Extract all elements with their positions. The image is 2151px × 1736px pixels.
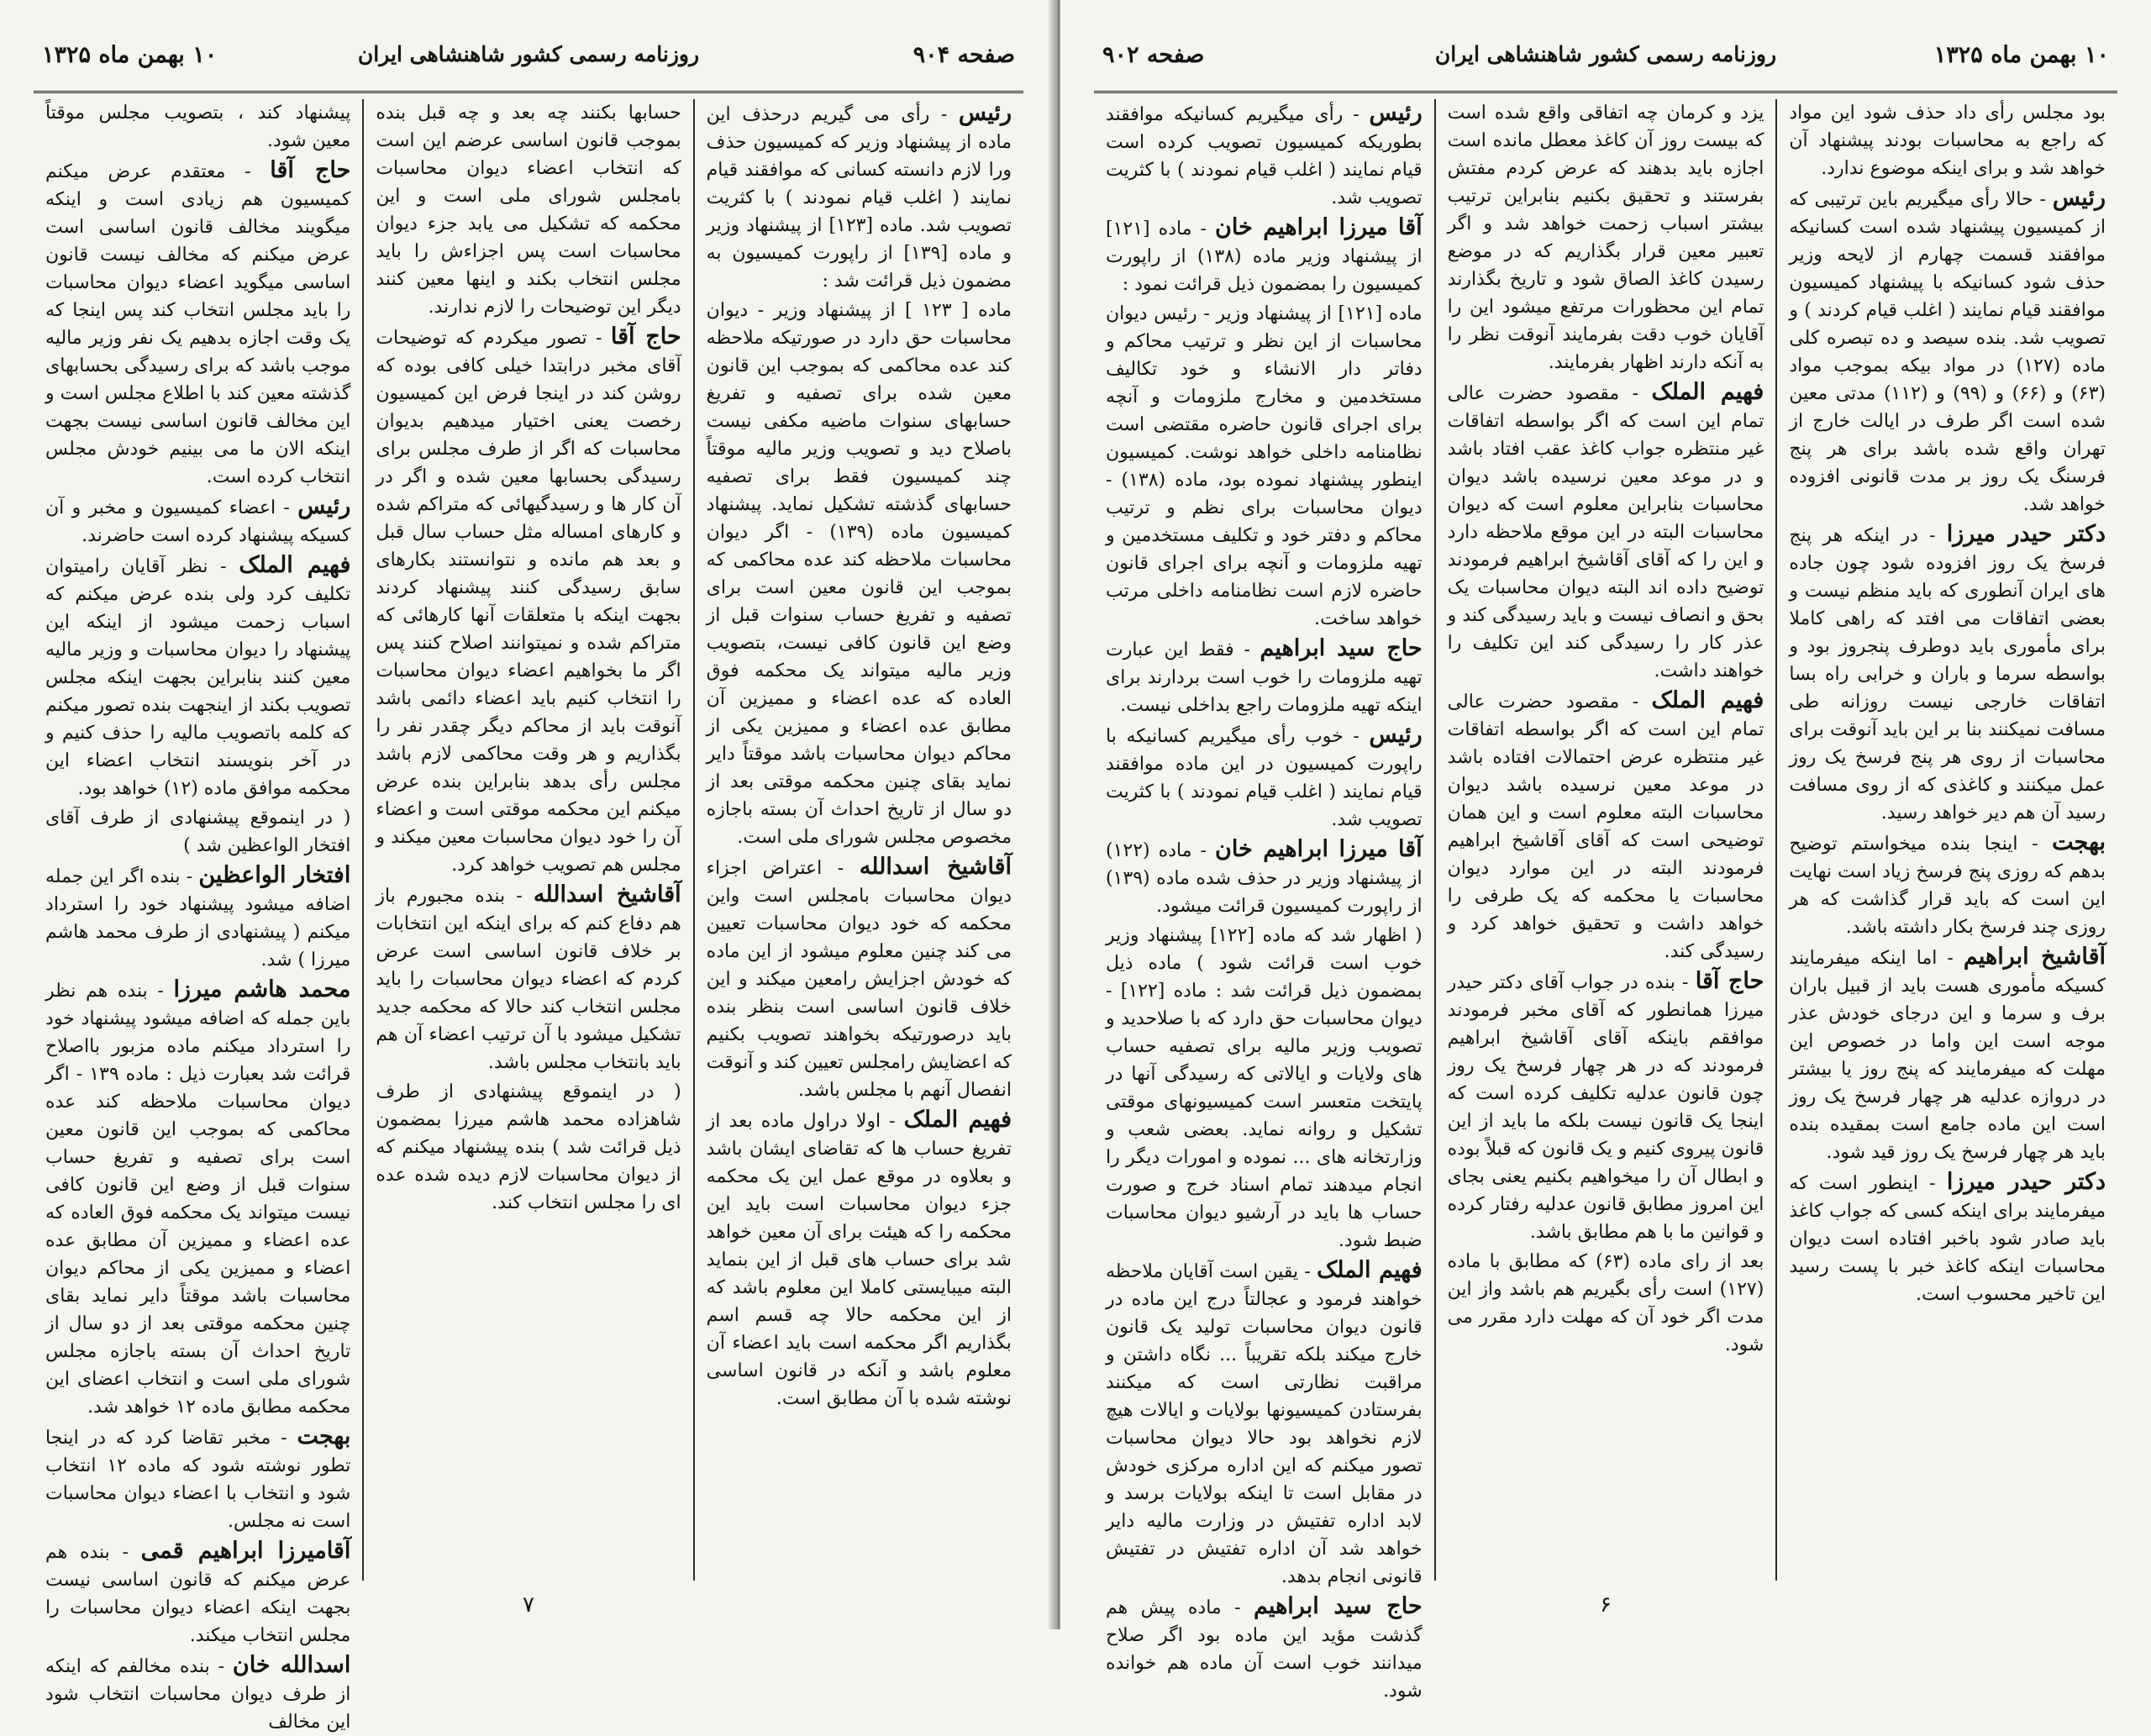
paragraph (45, 804, 350, 860)
paragraph-text: بعد از رای ماده (۶۳) که مطابق با ماده (۱۲۷) است رأی بگیریم هم باشد واز این مدت اگر خود آن که مهلت دارد مقرر می شود. (1447, 1251, 1764, 1355)
paragraph (707, 297, 1012, 851)
paragraph (1448, 967, 1764, 1246)
speaker-name: رئیس (297, 493, 351, 519)
speaker-name: آقامیرزا ابراهیم قمی (140, 1538, 351, 1564)
text-column (1436, 99, 1778, 1581)
paragraph (707, 853, 1012, 1104)
paragraph-text: - نظر آقایان رامیتوان تکلیف کرد ولی بنده عرض میکنم که اسباب زحمت میشود از اینکه این پیشنهاد را دیوان محاسبات و وزیر مالیه معین کنند بنابراین بجهت اینکه مجلس تصویب بکند از اینجهت بنده تصور میکنم که کلمه باتصویب مالیه را حذف کنیم و در آخر بنویسند انتخاب اعضاء این محکمه موافق ماده (۱۲) خواهد بود. (45, 556, 351, 799)
text-column (364, 99, 694, 1581)
paragraph-text: یزد و کرمان چه اتفاقی واقع شده است که بیست روز آن کاغذ معطل مانده است اجازه باید بدهند که عرض کردم مفتش بفرستند و تحقیق بکنیم بنابراین ترتیب بیشتر اسباب زحمت خواهد شد و اگر تعبیر معین قرار بگذاریم که در موضع رسیدن کاغذ الصاق شود و تاریخ بگذارند تمام این محظورات مرتفع میشود این را آقایان خوب دقت بفرمایند آنوقت نظر را به آنکه دارند اظهار بفرمایند. (1447, 103, 1764, 373)
paragraph (1106, 721, 1423, 834)
paragraph-text: - ماده پیش هم گذشت مؤید این ماده بود اگر صلاح میدانند خوب است آن ماده هم خوانده شود. (1105, 1597, 1423, 1702)
speaker-name: آقاشیخ ابراهیم (1963, 944, 2106, 970)
paragraph (45, 1423, 350, 1535)
page-label: صفحه ۹۰۴ (912, 42, 1015, 68)
speaker-name: حاج سید ابراهیم (1253, 1593, 1423, 1619)
paragraph-text: - ماده (۱۲۲) از پیشنهاد وزیر در حذف شده ماده (۱۳۹) از راپورت کمیسیون قرائت میشود. (1105, 840, 1423, 917)
speaker-name: آقاشیخ اسدالله (533, 881, 681, 907)
page-label: صفحه ۹۰۲ (1102, 42, 1205, 68)
paragraph (45, 976, 350, 1421)
speaker-name: دکتر حیدر میرزا (1946, 521, 2106, 547)
paragraph (45, 861, 350, 974)
paragraph-text: حسابها بکنند چه بعد و چه قبل بنده بموجب قانون اساسی عرضم این است که انتخاب اعضاء دیوان محاسبات بامجلس شورای ملی است و این محکمه که تشکیل می یابد جزء دیوان محاسبات است پس اجزاءش را باید مجلس انتخاب بکند و اینها معین کنند دیگر این توضیحات را لازم ندارند. (376, 103, 681, 318)
paragraph-text: ( در اینموقع پیشنهادی از طرف شاهزاده محمد هاشم میرزا بمضمون ذیل قرائت شد ) بنده پیشنهاد میکنم که از دیوان محاسبات لازم دیده شده عده ای را مجلس انتخاب کند. (376, 1081, 681, 1213)
paragraph (1789, 184, 2106, 518)
paragraph-text: - تصور میکردم که توضیحات آقای مخبر درابتدا خیلی کافی بوده که روشن کند در اینجا فرض این کمیسیون رخصت یعنی اختیار میدهیم بدیوان محاسبات که اگر از طرف مجلس برای رسیدگی بحسابها معین شده و اگر در آن کار ها و رسیدگیهائی که متراکم شده و کارهای امساله مثل حساب سال قبل و بعد هم مانده و نتوانستند بکارهای سابق رسیدگی کنند پیشنهاد کردند بجهت اینکه با متعلقات آنها کارهائی که متراکم شده و نمیتوانند اصلاح کنند پس اگر ما بخواهیم اعضاء دیوان محاسبات را انتخاب کنیم باید اعضاء دائمی باشد آنوقت باید از محاکم دیگر چقدر نفر را بگذاریم و هر وقت محاکمی لازم باشد مجلس رأی بدهد بنابراین بنده عرض میکنم این محکمه موقتی است و اعضاء آن را خود دیوان محاسبات معین میکند و مجلس هم تصویب خواهد کرد. (376, 328, 681, 876)
paragraph-text: پیشنهاد کند ، بتصویب مجلس موقتاً معین شود. (45, 103, 351, 151)
speaker-name: بهجت (297, 1423, 351, 1449)
paragraph-text: - اینطور است که میفرمایند برای اینکه کسی که جواب کاغذ باید صادر شود باخبر افتاده است دیوان محاسبات اینکه کاغذ خبر با پست رسید این تاخیر محسوب است. (1789, 1173, 2106, 1305)
paragraph (707, 1106, 1012, 1412)
left-page-header (34, 25, 1023, 93)
paragraph (1106, 99, 1423, 212)
speaker-name: رئیس (1369, 722, 1423, 748)
speaker-name: فهیم الملک (1651, 379, 1764, 405)
text-column (1094, 99, 1436, 1702)
right-page-header (1094, 25, 2117, 93)
text-column (695, 99, 1023, 1581)
paragraph (1106, 300, 1423, 633)
right-page-columns (1094, 99, 2117, 1702)
paragraph (45, 1651, 350, 1736)
paragraph-text: - بنده در جواب آقای دکتر حیدر میرزا همانطور که آقای مخبر فرمودند موافقم باینکه آقای آقاشیخ ابراهیم فرمودند که در هر چهار فرسخ یک روز چون قانون عدلیه تکلیف کرده است که اینجا یک قانون نیست بلکه ما باید از این قانون پیروی کنیم و یک قانون که قبلاً بوده و ابطال آن را میخواهیم بکنیم یعنی بجای این امروز مطابق قانون عدلیه رفتار کرده و قوانین ما با هم مطابق باشد. (1447, 972, 1764, 1243)
paragraph-text: - فقط این عبارت تهیه ملزومات را خوب است بردارند برای اینکه تهیه ملزومات راجع بداخلی نیست. (1105, 639, 1423, 716)
text-column (1777, 99, 2117, 1581)
paragraph-text: ( اظهار شد که ماده [۱۲۲] پیشنهاد وزیر خوب است قرائت شود ) ماده ذیل بمضمون ذیل قرائت شد : ماده [۱۲۲] - دیوان محاسبات حق دارد که با صلاحدید و تصویب وزیر مالیه برای تصفیه حساب های ولایات و ایالاتی که رسیدگی آنها در پایتخت متعسر است کمیسیونهای موقتی تشکیل و روانه نماید. بعضی شعب و وزارتخانه های ... نموده و امورات دیگر را انجام میدهند تمام اسناد خرج و صورت حساب ها باید در آرشیو دیوان محاسبات ضبط شود. (1105, 925, 1423, 1251)
speaker-name: آقا میرزا ابراهیم خان (1215, 214, 1423, 240)
speaker-name: محمد هاشم میرزا (173, 976, 351, 1002)
left-page-columns (34, 99, 1023, 1733)
paragraph (1106, 1256, 1423, 1591)
speaker-name: رئیس (2052, 185, 2106, 211)
paragraph (707, 99, 1012, 295)
paragraph (376, 323, 681, 879)
paragraph-text: - اعتراض اجزاء دیوان محاسبات بامجلس است واین محکمه که خود دیوان محاسبات تعیین می کند چنین معلوم میشود از این ماده که خودش اجزایش رامعین میکند و این خلاف قانون اساسی است بنظر بنده باید درصورتیکه بخواهند تصویب بکنیم که اعضایش رامجلس تعیین کند و آنوقت انفصال آنهم با مجلس باشد. (706, 858, 1012, 1101)
paragraph (376, 881, 681, 1076)
paragraph-text: - رأی میگیریم کسانیکه موافقند بطوریکه کمیسیون تصویب کرده است قیام نمایند ( اغلب قیام نمودند ) با کثریت تصویب شد. (1105, 104, 1423, 208)
paragraph (1448, 378, 1764, 685)
speaker-name: افتخار الواعظین (198, 862, 351, 888)
speaker-name: رئیس (958, 100, 1012, 126)
paragraph (1448, 687, 1764, 965)
paragraph-text: ماده [ ۱۲۳ ] از پیشنهاد وزیر - دیوان محاسبات حق دارد در صورتیکه ملاحظه کند عده محاکمی که بموجب این قانون معین شده برای تصفیه و تفریغ حسابهای سنوات ماضیه مکفی نیست باصلاح دید و تصویب وزیر مالیه موقتاً چند کمیسیون فقط برای تصفیه حسابهای گذشته تشکیل نماید. پیشنهاد کمیسیون ماده (۱۳۹) - اگر دیوان محاسبات ملاحظه کند عده محاکمی که بموجب این قانون معین است برای تصفیه و تفریغ حساب سنوات قبل از وضع این قانون کافی نیست، بتصویب وزیر مالیه میتواند یک محکمه فوق العاده که عده اعضاء و ممیزین آن مطابق عده اعضاء و ممیزین یکی از محاکم دیوان محاسبات باشد موقتاً دایر نماید بقای چنین محکمه موقتی بعد از دو سال از تاریخ احداث آن بسته باجازه مخصوص مجلس شورای ملی است. (706, 300, 1012, 848)
paragraph-text: - بنده هم عرض میکنم که قانون اساسی نیست بجهت اینکه اعضاء دیوان محاسبات را مجلس انتخاب میکند. (45, 1542, 351, 1646)
paragraph (376, 1078, 681, 1217)
left-page (0, 0, 1057, 1733)
paragraph-text: - مخبر تقاضا کرد که در اینجا تطور نوشته شود که ماده ۱۲ انتخاب شود و انتخاب با اعضاء دیوان محاسبات است نه مجلس. (45, 1428, 351, 1532)
speaker-name: رئیس (1369, 100, 1423, 126)
paragraph-text: - در اینکه هر پنج فرسخ یک روز افزوده شود چون جاده های ایران آنطوری که باید منظم نیست و بعضی اتفاقات می افتد که راهی کاملا برای مأموری باید دوطرف پنجروز بود و بواسطه سرما و باران و خرابی راه بسا اتفاقات خارجی نیست روزانه طی مسافت نمیکنند بنا بر این باید آنوقت برای محاسبات از روی هر پنج فرسخ یک روز عمل میکنند و کاغذی که از روی مسافت رسید آن هم دیر خواهد رسید. (1789, 525, 2106, 823)
paragraph (1789, 1168, 2106, 1308)
paragraph-text: ماده [۱۲۱] از پیشنهاد وزیر - رئیس دیوان محاسبات از این نظر و ترتیب محاکم و دفاتر دار الانشاء و خود تکالیف مستخدمین و مخارج ملزومات و آنچه برای اجرای قانون حاضره مقتضی است نظامنامه داخلی خواهد نوشت. کمیسیون اینطور پیشنهاد نموده بود، ماده (۱۳۸) - دیوان محاسبات برای نظم و ترتیب محاکم و دفتر خود و تکلیف مستخدمین و تهیه ملزومات و آنچه برای اجرای قانون حاضره لازم است نظامنامه داخلی مرتب خواهد ساخت. (1105, 303, 1423, 629)
speaker-name: فهیم الملک (1651, 687, 1764, 713)
speaker-name: دکتر حیدر میرزا (1946, 1169, 2106, 1195)
paragraph (1106, 213, 1423, 298)
paragraph (376, 99, 681, 321)
speaker-name: بهجت (2052, 829, 2106, 855)
paragraph-text: - اعضاء کمیسیون و مخبر و آن کسیکه پیشنهاد کرده است حاضرند. (45, 497, 351, 546)
paragraph (1789, 829, 2106, 941)
paragraph-text: - حالا رأی میگیریم باین ترتیبی که از کمیسیون پیشنهاد شده است کسانیکه موافقند قسمت چهارم از لایحه وزیر حذف شود کسانیکه با پیشنهاد کمیسیون موافقند قیام نمایند ( اغلب قیام کردند ) و تصویب شد. بنده سیصد و ده تبصره کلی ماده (۱۲۷) در مواد بیکه بموجب مواد (۶۳) و (۶۶) و (۹۹) و (۱۱۲) مدتی معین شده است اگر طرف در ایالت خارج از تهران واقع شده باشد برای هر پنج فرسنگ یک روز بر مدت قانونی افزوده خواهد شد. (1789, 189, 2106, 515)
paragraph-text: بود مجلس رأی داد حذف شود این مواد که راجع به محاسبات بودند پیشنهاد آن خواهد شد و برای اینکه موضوع ندارد. (1789, 103, 2106, 179)
paragraph (45, 99, 350, 155)
paragraph-text: - رأی می گیریم درحذف این ماده از پیشنهاد وزیر که کمیسیون حذف ورا لازم دانسته کسانی که موافقند قیام نمایند ( اغلب قیام نمودند ) با کثریت تصویب شد. ماده [۱۲۳] از پیشنهاد وزیر و ماده [۱۳۹] از راپورت کمیسیون به مضمون ذیل قرائت شد : (706, 104, 1012, 292)
speaker-name: حاج آقا (610, 324, 681, 350)
paragraph (1106, 835, 1423, 920)
paragraph (1106, 922, 1423, 1255)
paragraph-text: - مقصود حضرت عالی تمام این است که اگر بواسطه اتفاقات غیر منتظره جواب کاغذ عقب افتاد باشد و در موعد معین نرسیده باشد دیوان محاسبات بنابراین معلوم است که دیوان محاسبات البته در این موقع ملاحظه دارد و این را که آقای آقاشیخ ابراهیم فرمودند توضیح داده اند البته دیوان محاسبات یک بحق و انصاف نیست و باید رسیدگی کند و عذر کار را رسیدگی کند این تکلیف را خواهند داشت. (1447, 383, 1764, 681)
text-column (34, 99, 364, 1733)
paragraph (1789, 520, 2106, 827)
paragraph-text: - اینجا بنده میخواستم توضیح بدهم که روزی پنج فرسخ زیاد است نهایت این است که باید قرار گذاشت که هر روزی چند فرسخ بکار داشته باشد. (1789, 834, 2106, 938)
paragraph-text: - اولا دراول ماده بعد از تفریغ حساب ها که تقاضای ایشان باشد و بعلاوه در موقع عمل این یک محکمه جزء دیوان محاسبات است باید این محکمه را که هیئت برای آن معین خواهد شد برای حساب های قبل از این بنماید البته میبایستی کاملا این معلوم باشد که از این محکمه حالا چه قسم اسم بگذاریم اگر محکمه است باید اعضاء آن معلوم باشد و آنکه در قانون اساسی نوشته شده با آن مطابق است. (706, 1111, 1012, 1409)
newspaper-title: روزنامه رسمی کشور شاهنشاهی ایران (1434, 42, 1777, 66)
page-number: ۶ (1600, 1592, 1612, 1618)
paragraph (45, 156, 350, 491)
paragraph-text: - بنده مخالفم که اینکه از طرف دیوان محاسبات انتخاب شود این مخالف (45, 1656, 351, 1733)
right-page (1060, 0, 2151, 1702)
issue-date: ۱۰ بهمن ماه ۱۳۲۵ (1933, 42, 2109, 68)
speaker-name: فهیم الملک (903, 1107, 1012, 1133)
speaker-name: آقاشیخ اسدالله (859, 854, 1012, 880)
paragraph-text: - خوب رأی میگیریم کسانیکه با راپورت کمیسیون در این ماده موافقند قیام نمایند ( اغلب قیام نمودند ) با کثریت تصویب شد. (1105, 726, 1423, 830)
page-number: ۷ (523, 1592, 534, 1618)
paragraph (1448, 1248, 1764, 1359)
paragraph-text: ( در اینموقع پیشنهادی از طرف آقای افتخار الواعظین شد ) (45, 808, 351, 856)
paragraph-text: - اما اینکه میفرمایند کسیکه مأموری هست باید از قبیل باران برف و سرما و این درجای خودش عذر موجه است این واما در خصوص این مهلت که میفرمایند که پنج روز یا بیشتر در دروازه عدلیه هر چهار فرسخ یک روز است این ماده جامع است بمقیده بنده باید هر چهار فرسخ یک روز قید شود. (1789, 948, 2106, 1163)
paragraph-text: - مقصود حضرت عالی تمام این است که اگر بواسطه اتفاقات غیر منتظره عرض احتمالات افتاده باشد در موعد معین نرسیده باشد دیوان محاسبات البته معلوم است و این همان توضیحی است که آقای آقاشیخ ابراهیم فرمودند البته در این موارد دیوان محاسبات یا محکمه که یک طرفی را خواهد داشت و تحقیق خواهد کرد و رسیدگی کند. (1447, 692, 1764, 962)
paragraph (45, 492, 350, 550)
issue-date: ۱۰ بهمن ماه ۱۳۲۵ (42, 42, 218, 68)
speaker-name: فهیم الملک (1317, 1257, 1423, 1283)
paragraph-text: - بنده هم نظر باین جمله که اضافه میشود پیشنهاد خود را استرداد میکنم ماده مزبور بااصلاح قرائت شد بعبارت ذیل : ماده ۱۳۹ - اگر دیوان محاسبات ملاحظه کند عده محاکمی که بموجب این قانون معین است برای تصفیه و تفریغ حساب سنوات قبل از وضع این قانون کافی نیست میتواند یک محکمه فوق العاده که عده اعضاء و ممیزین آن مطابق عده اعضاء و ممیزین یکی از محاکم دیوان محاسبات باشد موقتاً دایر نماید بقای چنین محکمه موقتی بعد از دو سال از تاریخ احداث آن بسته باجازه مجلس شورای ملی است و انتخاب اعضای این محکمه مطابق ماده ۱۲ خواهد شد. (45, 981, 351, 1418)
speaker-name: حاج سید ابراهیم (1260, 635, 1423, 661)
speaker-name: حاج آقا (270, 157, 351, 183)
paragraph (1106, 634, 1423, 719)
speaker-name: فهیم الملک (239, 552, 351, 578)
paragraph-text: - بنده مجبورم باز هم دفاع کنم که برای اینکه این انتخابات بر خلاف قانون اساسی است عرض کردم که اعضاء دیوان محاسبات را باید مجلس انتخاب کند حالا که محکمه جدید تشکیل میشود با آن ترتیب اعضاء آن هم باید بانتخاب مجلس باشد. (376, 886, 681, 1073)
speaker-name: اسدالله خان (232, 1652, 351, 1678)
paragraph-text: - معتقدم عرض میکنم کمیسیون هم زیادی است و اینکه میگویند مخالف قانون اساسی است عرض میکنم که مخالف نیست قانون اساسی میگوید اعضاء دیوان محاسبات را باید مجلس انتخاب کند پس اینجا که یک وقت اجازه بدهیم یک نفر وزیر مالیه موجب باشد که برای رسیدگی بحسابهای گذشته معین کند با اطلاع مجلس است و این مخالف قانون اساسی نیست بجهت اینکه الان ما می بینیم خودش مجلس انتخاب کرده است. (45, 161, 351, 487)
newspaper-title: روزنامه رسمی کشور شاهنشاهی ایران (357, 42, 700, 66)
paragraph (1448, 99, 1764, 376)
paragraph-text: - بنده اگر این جمله اضافه میشود پیشنهاد خود را استرداد میکنم ( پیشنهادی از طرف محمد هاشم میرزا ) شد. (45, 866, 351, 971)
speaker-name: حاج آقا (1695, 968, 1764, 994)
paragraph (1789, 943, 2106, 1166)
paragraph (45, 551, 350, 802)
speaker-name: آقا میرزا ابراهیم خان (1215, 836, 1423, 862)
paragraph-text: - یقین است آقایان ملاحظه خواهند فرمود و عجالتاً درج این ماده در قانون دیوان محاسبات تولید یک قانون خارج میکند بلکه تقریباً ... نگاه داشتن و مراقبت نظارتی است که میکنند بفرستادن کمیسیونها بولایات و ایالات هیچ لازم نخواهد بود حالا دیوان محاسبات تصور میکنم که این اداره مرکزی خودش در مقابل است تا اینکه بولایات برسد و لابد اداره تفتیش در وزارت مالیه دایر خواهد شد آن اداره تفتیش در تفتیش قانونی انجام بدهد. (1105, 1261, 1423, 1587)
paragraph (1789, 99, 2106, 182)
paragraph-text: - ماده [۱۲۱] از پیشنهاد وزیر ماده (۱۳۸) از راپورت کمیسیون را بمضمون ذیل قرائت نمود : (1105, 218, 1423, 295)
